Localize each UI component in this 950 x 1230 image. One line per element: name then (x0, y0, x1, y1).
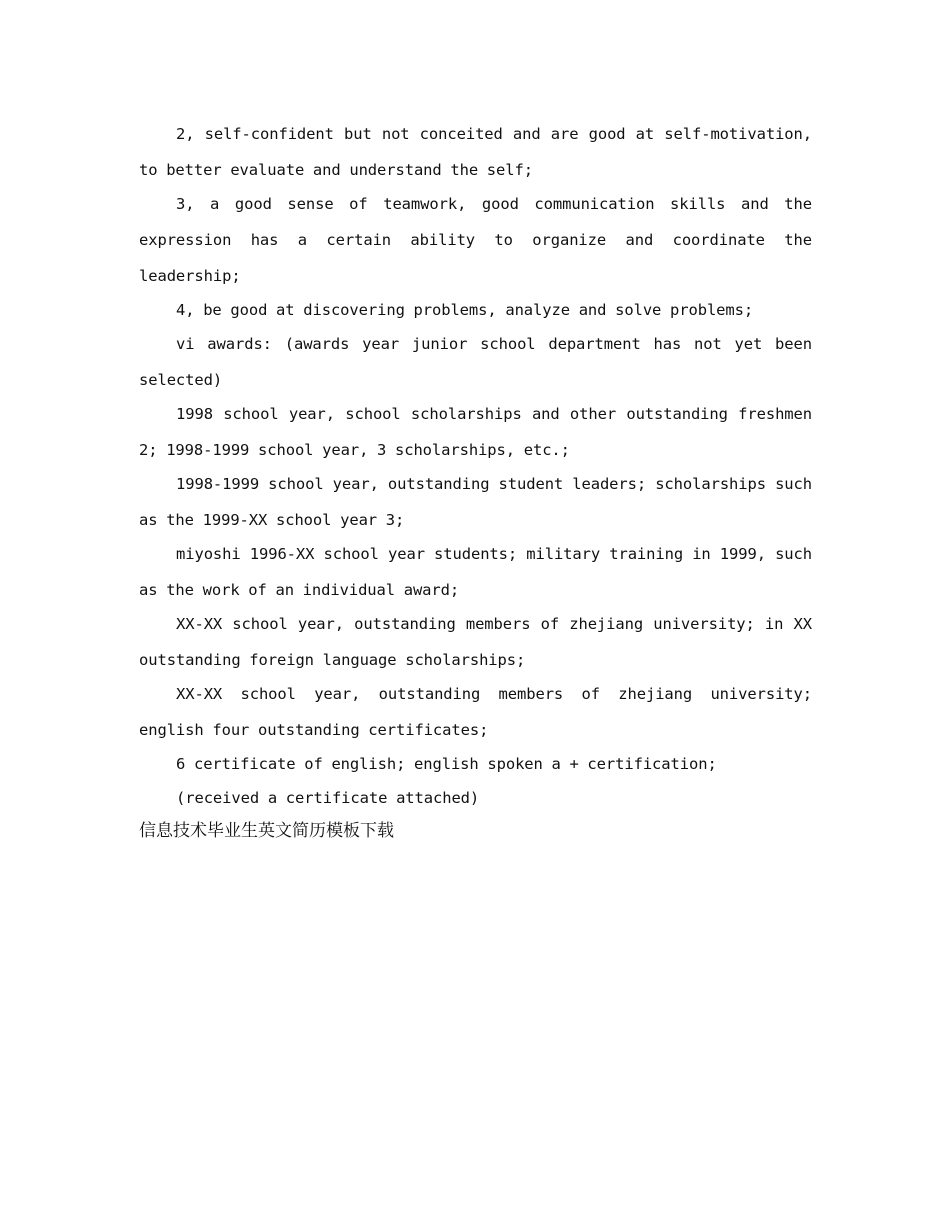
paragraph-award-english-four: XX-XX school year, outstanding members of zhejiang university; english four outstanding certificates; (139, 685, 812, 739)
paragraph-awards-heading: vi awards: (awards year junior school department has not yet been selected) (139, 335, 812, 389)
paragraph-award-student-leaders: 1998-1999 school year, outstanding student leaders; scholarships such as the 1999-XX school year 3; (139, 475, 812, 529)
footer-title: 信息技术毕业生英文简历模板下载 (139, 821, 394, 841)
paragraph-award-foreign-language: XX-XX school year, outstanding members of zhejiang university; in XX outstanding foreign language scholarships; (139, 615, 812, 669)
paragraph-english-certificate: 6 certificate of english; english spoken a + certification; (176, 755, 717, 773)
paragraph-teamwork: 3, a good sense of teamwork, good communication skills and the expression has a certain ability to organize and coordinate the leadership; (139, 195, 812, 285)
document-body (139, 116, 812, 848)
paragraph-problem-solving: 4, be good at discovering problems, analyze and solve problems; (176, 301, 754, 319)
paragraph-certificate-attached: (received a certificate attached) (176, 789, 480, 807)
paragraph-self-confidence: 2, self-confident but not conceited and are good at self-motivation, to better evaluate and understand the self; (139, 125, 812, 179)
paragraph-award-military-training: miyoshi 1996-XX school year students; military training in 1999, such as the work of an individual award; (139, 545, 812, 599)
paragraph-award-1998: 1998 school year, school scholarships and other outstanding freshmen 2; 1998-1999 school year, 3 scholarships, etc.; (139, 405, 812, 459)
